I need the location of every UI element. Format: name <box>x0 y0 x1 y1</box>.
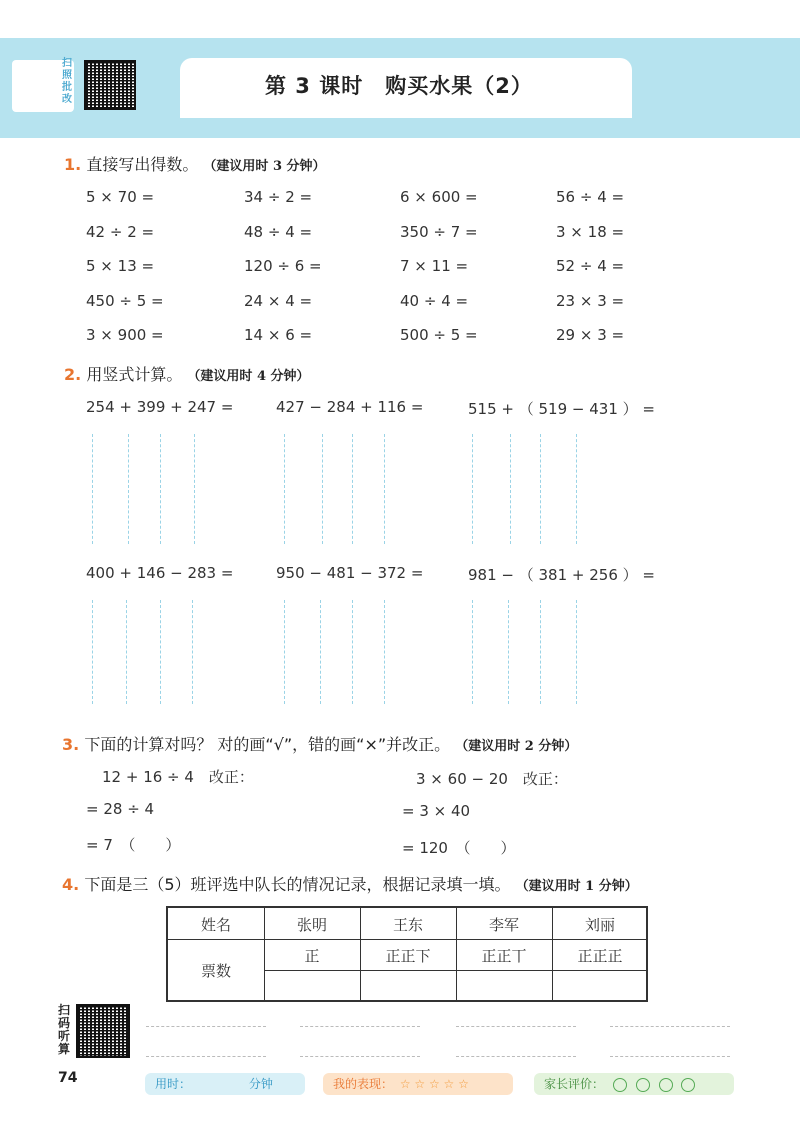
math-problem[interactable]: 6 × 600 = <box>400 188 478 206</box>
section-3-hint: （建议用时 2 分钟） <box>455 739 578 754</box>
section-3-heading <box>62 732 577 755</box>
my-performance-field <box>323 1073 513 1095</box>
math-problem[interactable]: 40 ÷ 4 = <box>400 292 469 310</box>
math-problem[interactable]: 3 × 900 = <box>86 326 164 344</box>
math-problem[interactable]: 48 ÷ 4 = <box>244 223 313 241</box>
math-problem[interactable]: 24 × 4 = <box>244 292 313 310</box>
guide-line <box>192 600 193 704</box>
smiley-face-icon[interactable] <box>613 1078 627 1092</box>
math-problem[interactable]: 14 × 6 = <box>244 326 313 344</box>
time-used-field[interactable] <box>145 1073 305 1095</box>
math-problem[interactable]: 120 ÷ 6 = <box>244 257 322 275</box>
tally-mark: 正 <box>304 947 320 965</box>
candidate-name: 李军 <box>488 916 519 934</box>
column-calc-problem[interactable]: 427 − 284 + 116 = <box>276 398 424 416</box>
answer-line[interactable] <box>146 1056 266 1057</box>
guide-line <box>352 600 353 704</box>
tally-mark: 正正正 <box>577 947 623 965</box>
guide-line <box>472 600 473 704</box>
section-4-text: 下面是三（5）班评选中队长的情况记录，根据记录填一填。 <box>84 875 511 894</box>
guide-line <box>352 434 353 544</box>
check-right-line-1: 3 × 60 − 20 改正： <box>416 770 568 788</box>
column-calc-problem[interactable]: 254 + 399 + 247 = <box>86 398 234 416</box>
answer-line[interactable] <box>610 1056 730 1057</box>
answer-line[interactable] <box>456 1056 576 1057</box>
math-problem[interactable]: 42 ÷ 2 = <box>86 223 155 241</box>
guide-line <box>540 600 541 704</box>
answer-line[interactable] <box>300 1026 420 1027</box>
section-1-heading <box>64 152 326 175</box>
guide-line <box>472 434 473 544</box>
math-problem[interactable]: 5 × 70 = <box>86 188 155 206</box>
listen-qr-icon[interactable] <box>76 1004 130 1058</box>
section-2-number: 2. <box>64 365 82 384</box>
page-number: 74 <box>58 1070 78 1086</box>
vote-count-input[interactable] <box>556 974 644 996</box>
check-left-line-1: 12 + 16 ÷ 4 改正： <box>102 768 254 786</box>
math-problem[interactable]: 29 × 3 = <box>556 326 625 344</box>
section-4-heading <box>62 872 638 895</box>
math-problem[interactable]: 56 ÷ 4 = <box>556 188 625 206</box>
column-calc-problem[interactable]: 515 + （ 519 − 431 ） = <box>468 400 655 418</box>
section-2-heading <box>64 362 310 385</box>
vote-count-input[interactable] <box>268 974 356 996</box>
guide-line <box>160 434 161 544</box>
smiley-face-icon[interactable] <box>681 1078 695 1092</box>
math-problem[interactable]: 3 × 18 = <box>556 223 625 241</box>
guide-line <box>194 434 195 544</box>
guide-line <box>540 434 541 544</box>
math-problem[interactable]: 23 × 3 = <box>556 292 625 310</box>
guide-line <box>320 600 321 704</box>
table-divider <box>264 970 646 971</box>
tally-mark: 正正下 <box>385 947 431 965</box>
guide-line <box>284 434 285 544</box>
time-used-label: 用时： <box>155 1077 192 1091</box>
votes-label: 票数 <box>200 962 231 980</box>
math-problem[interactable]: 450 ÷ 5 = <box>86 292 164 310</box>
column-calc-problem[interactable]: 981 − （ 381 + 256 ） = <box>468 566 655 584</box>
guide-line <box>126 600 127 704</box>
section-3-text: 下面的计算对吗？ 对的画“√”，错的画“×”并改正。 <box>84 735 451 754</box>
guide-line <box>508 600 509 704</box>
parent-evaluation-field <box>534 1073 734 1095</box>
scan-correct-label: 扫照批改 <box>62 58 72 105</box>
answer-line[interactable] <box>146 1026 266 1027</box>
minutes-label: 分钟 <box>248 1077 273 1091</box>
guide-line <box>384 600 385 704</box>
smiley-face-icon[interactable] <box>636 1078 650 1092</box>
parent-evaluation-label: 家长评价： <box>544 1077 605 1091</box>
smiley-face-icon[interactable] <box>659 1078 673 1092</box>
guide-line <box>576 600 577 704</box>
section-1-hint: （建议用时 3 分钟） <box>203 159 326 174</box>
vote-count-input[interactable] <box>460 974 548 996</box>
math-problem[interactable]: 500 ÷ 5 = <box>400 326 478 344</box>
star-rating-icon[interactable]: ☆ ☆ ☆ ☆ ☆ <box>399 1077 469 1091</box>
guide-line <box>92 600 93 704</box>
guide-line <box>510 434 511 544</box>
check-right-line-3[interactable]: = 120 （ ） <box>402 839 516 857</box>
math-problem[interactable]: 5 × 13 = <box>86 257 155 275</box>
math-problem[interactable]: 350 ÷ 7 = <box>400 223 478 241</box>
vote-count-input[interactable] <box>364 974 452 996</box>
tally-mark: 正正丅 <box>481 947 527 965</box>
performance-label: 我的表现： <box>333 1077 394 1091</box>
guide-line <box>284 600 285 704</box>
math-problem[interactable]: 34 ÷ 2 = <box>244 188 313 206</box>
listen-qr-label: 扫码听算 <box>58 1003 71 1056</box>
name-header: 姓名 <box>200 916 231 934</box>
check-right-line-2: = 3 × 40 <box>402 802 471 820</box>
answer-line[interactable] <box>456 1026 576 1027</box>
page-title: 第 3 课时 购买水果（2） <box>265 74 533 98</box>
candidate-name: 王东 <box>392 916 423 934</box>
qr-code-icon[interactable] <box>84 60 136 110</box>
section-1-text: 直接写出得数。 <box>86 155 199 174</box>
column-calc-problem[interactable]: 400 + 146 − 283 = <box>86 564 234 582</box>
column-calc-problem[interactable]: 950 − 481 − 372 = <box>276 564 424 582</box>
section-2-hint: （建议用时 4 分钟） <box>187 369 310 384</box>
guide-line <box>92 434 93 544</box>
guide-line <box>128 434 129 544</box>
check-left-line-2: = 28 ÷ 4 <box>86 800 155 818</box>
answer-line[interactable] <box>300 1056 420 1057</box>
answer-line[interactable] <box>610 1026 730 1027</box>
guide-line <box>322 434 323 544</box>
candidate-name: 刘丽 <box>584 916 615 934</box>
check-left-line-3[interactable]: = 7 （ ） <box>86 836 181 854</box>
section-4-number: 4. <box>62 875 80 894</box>
section-3-number: 3. <box>62 735 80 754</box>
math-problem[interactable]: 7 × 11 = <box>400 257 469 275</box>
guide-line <box>160 600 161 704</box>
section-1-number: 1. <box>64 155 82 174</box>
guide-line <box>576 434 577 544</box>
math-problem[interactable]: 52 ÷ 4 = <box>556 257 625 275</box>
candidate-name: 张明 <box>296 916 327 934</box>
guide-line <box>384 434 385 544</box>
vote-table <box>166 906 648 1002</box>
table-divider <box>168 939 646 940</box>
section-4-hint: （建议用时 1 分钟） <box>515 879 638 894</box>
section-2-text: 用竖式计算。 <box>86 365 183 384</box>
